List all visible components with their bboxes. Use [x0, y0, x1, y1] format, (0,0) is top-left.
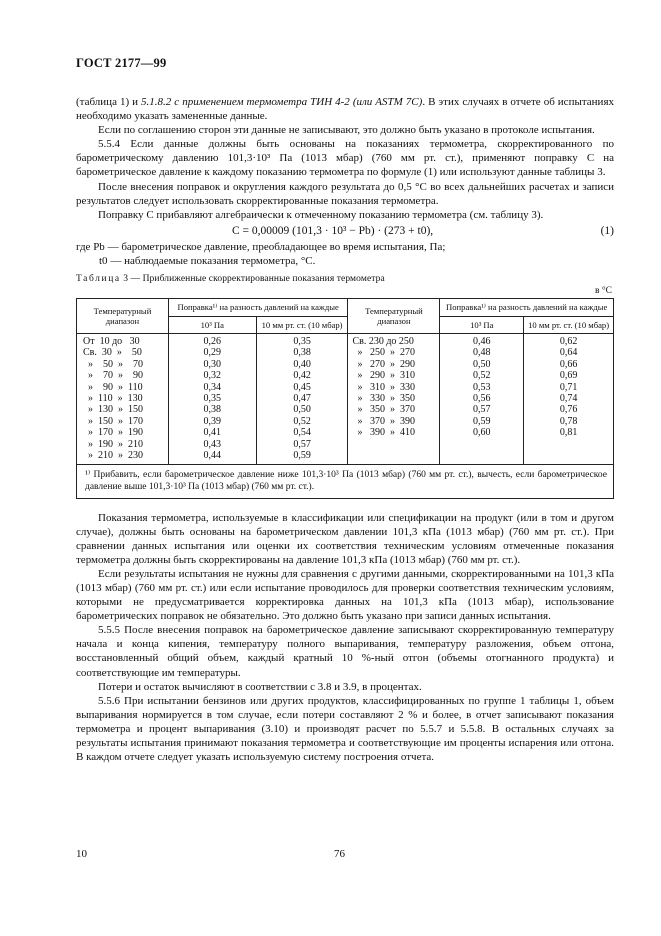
legend-label: где Pb [76, 240, 105, 253]
value-cell: 0,41 [203, 427, 222, 439]
value-cell: 0,35 [203, 393, 222, 405]
italic-reference: 5.1.8.2 с применением термометра ТИН 4-2 (или ASTM 7С) [141, 96, 423, 108]
range-cell: » 330 » 350 [352, 393, 415, 405]
formula-number: (1) [600, 224, 614, 237]
header-mm-right: 10 мм рт. ст. (10 мбар) [524, 316, 614, 334]
range-cell: » 370 » 390 [352, 415, 415, 427]
table-row [77, 334, 614, 464]
range-cell: » 250 » 270 [352, 347, 415, 359]
paragraph-2: Если по соглашению сторон эти данные не записывают, это должно быть указано в протоколе испытания. [98, 124, 595, 137]
value-cell: 0,57 [473, 404, 491, 416]
formula-expression: C = 0,00009 (101,3 · 10³ − Pb) · (273 + t0), [232, 224, 434, 237]
header-correction-right: Поправка¹⁾ на разность давлений на каждые [440, 299, 614, 317]
value-cell: 0,56 [473, 393, 491, 405]
value-cell: 0,52 [473, 370, 491, 382]
header-pa-left: 10³ Па [168, 316, 256, 334]
legend-row [76, 254, 614, 268]
range-cell: » 210 » 230 [83, 450, 143, 462]
value-cell: 0,46 [473, 336, 491, 348]
table-footnote: ¹⁾ Прибавить, если барометрическое давление ниже 101,3·10³ Па (1013 мбар) (760 мм рт. ст.), вычесть, если барометрическое давление выше 101,3·10³ Па (1013 мбар) (760 мм рт. ст.). [77, 464, 614, 498]
value-cell: 0,57 [293, 438, 311, 450]
value-cell: 0,48 [473, 347, 491, 359]
range-cell: » 170 » 190 [83, 427, 143, 439]
top-text [76, 95, 614, 222]
value-cell: 0,34 [203, 381, 222, 393]
range-cell: » 350 » 370 [352, 404, 415, 416]
value-cell: 0,69 [559, 370, 578, 382]
table-unit: в °С [595, 286, 612, 297]
value-cell: 0,43 [203, 438, 222, 450]
page-number-center: 76 [334, 848, 345, 860]
value-cell: 0,26 [203, 336, 222, 348]
pa-column-right [440, 336, 523, 439]
range-cell: От 10 до 30 [83, 336, 140, 348]
range-cell: » 310 » 330 [352, 381, 415, 393]
value-cell: 0,45 [293, 381, 311, 393]
header-range-left: Температурный диапазон [77, 299, 169, 334]
range-column-right [352, 336, 439, 439]
value-cell: 0,50 [293, 404, 311, 416]
formula-legend [76, 240, 614, 268]
paragraph-3: 5.5.4 Если данные должны быть основаны на показаниях термометра, скорректированного по барометрическому давлению 101,3·10³ Па (1013 мбар) (760 мм рт. ст.), применяют поправку С на барометрическое давление к каждому показанию термометра по формуле (1) или используют данные таблицы 3. [76, 138, 614, 179]
value-cell: 0,47 [293, 393, 311, 405]
paragraph-6: Показания термометра, используемые в классификации или спецификации на продукт (или в том и другом случае), должны быть основаны на барометрическом давлении 101,3 кПа (1013 мбар) (760 мм рт. ст.). При сравнении данных испытания или оценки их соответствия техническим условиям отмеченные показания термометра должны быть скорректированы на давление 101,3 кПа (1013 мбар) (760 мм рт. ст.). [76, 511, 614, 566]
header-mm-left: 10 мм рт. ст. (10 мбар) [256, 316, 348, 334]
value-cell: 0,53 [473, 381, 491, 393]
value-cell: 0,39 [203, 415, 222, 427]
value-cell: 0,38 [293, 347, 311, 359]
bottom-text [76, 511, 614, 765]
range-cell: » 130 » 150 [83, 404, 143, 416]
value-cell: 0,71 [559, 381, 578, 393]
value-cell: 0,54 [293, 427, 311, 439]
value-cell: 0,52 [293, 415, 311, 427]
value-cell: 0,62 [559, 336, 578, 348]
formula-1 [76, 225, 614, 237]
value-cell: 0,42 [293, 370, 311, 382]
paragraph-4: После внесения поправок и округления каждого результата до 0,5 °С во всех дальнейших расчетах и записи результатов следует использовать скорректированные показания термометра. [76, 180, 614, 207]
mm-column-left [257, 336, 348, 461]
value-cell: 0,50 [473, 358, 491, 370]
range-cell: » 150 » 170 [83, 415, 143, 427]
paragraph-10: 5.5.6 При испытании бензинов или других продуктов, классифицированных по группе 1 таблицы 1, объем выпаривания нормируется в том случае, если потери составляют 2 % и более, в отчет записывают показания термометра и процент выпаривания (3.10) и производят расчет по 5.5.7 и 5.5.8. В остальных случаях за результаты испытания принимают показания термометра и соответствующие им проценты испарения или отгона. В каждом отчете следует указать используемую систему построения отчета. [76, 694, 614, 764]
value-cell: 0,59 [293, 450, 311, 462]
value-cell: 0,81 [559, 427, 578, 439]
paragraph-8: 5.5.5 После внесения поправок на барометрическое давление записывают скорректированную температуру начала и конца кипения, температуру полного выпаривания, температуру разложения, объем отгона, восстановленный общий объем, каждый кратный 10 %-ный отгон (объемы отогнанного продукта) и соответствующие им температуры. [76, 624, 614, 679]
range-cell: » 110 » 130 [83, 393, 143, 405]
value-cell: 0,66 [559, 358, 578, 370]
value-cell: 0,78 [559, 415, 578, 427]
range-cell: » 70 » 90 [83, 370, 143, 382]
value-cell: 0,30 [203, 358, 222, 370]
value-cell: 0,64 [559, 347, 578, 359]
range-cell: » 190 » 210 [83, 438, 143, 450]
value-cell: 0,59 [473, 415, 491, 427]
paragraph-9: Потери и остаток вычисляют в соответствии с 3.8 и 3.9, в процентах. [98, 680, 422, 693]
range-cell: » 290 » 310 [352, 370, 415, 382]
value-cell: 0,32 [203, 370, 222, 382]
legend-text: — барометрическое давление, преобладающее во время испытания, Па; [107, 240, 446, 253]
value-cell: 0,29 [203, 347, 222, 359]
table-caption: Таблица 3 — Приближенные скорректированные показания термометра [76, 274, 385, 285]
header-pa-right: 10³ Па [440, 316, 524, 334]
range-cell: » 90 » 110 [83, 381, 143, 393]
value-cell: 0,35 [293, 336, 311, 348]
header-range-right: Температурный диапазон [348, 299, 440, 334]
document-header: ГОСТ 2177—99 [76, 56, 167, 70]
document-page [76, 56, 614, 764]
range-cell: Св. 30 » 50 [83, 347, 142, 359]
range-cell: » 270 » 290 [352, 358, 415, 370]
page-number-left: 10 [76, 848, 87, 860]
range-column-left [83, 336, 168, 461]
value-cell: 0,74 [559, 393, 578, 405]
header-correction-left: Поправка¹⁾ на разность давлений на каждые [168, 299, 348, 317]
mm-column-right [524, 336, 613, 439]
paragraph-7: Если результаты испытания не нужны для сравнения с другими данными, скорректированными на 101,3 кПа (1013 мбар) (760 мм рт. ст.) или если испытание проводилось для проверки соответствия техническим условиям, которыми не предусматривается корректировка данных на 101,3 кПа (1013 мбар), использование барометрических поправок не обязательно. Это должно быть указано при записи данных испытания. [76, 567, 614, 623]
value-cell: 0,38 [203, 404, 222, 416]
legend-row [76, 240, 614, 254]
value-cell: 0,60 [473, 427, 491, 439]
legend-text: — наблюдаемые показания термометра, °С. [110, 254, 316, 267]
value-cell: 0,44 [203, 450, 222, 462]
value-cell: 0,40 [293, 358, 311, 370]
correction-table [76, 298, 614, 498]
range-cell: » 390 » 410 [352, 427, 415, 439]
range-cell: Св. 230 до 250 [352, 336, 414, 348]
range-cell: » 50 » 70 [83, 358, 143, 370]
paragraph-1: (таблица 1) и 5.1.8.2 с применением термометра ТИН 4-2 (или ASTM 7С). В этих случаях в отчете об испытаниях необходимо указать замененные данные. [76, 96, 614, 123]
pa-column-left [169, 336, 256, 461]
value-cell: 0,76 [559, 404, 578, 416]
legend-label: t0 [99, 254, 108, 267]
paragraph-5: Поправку С прибавляют алгебраически к отмеченному показанию термометра (см. таблицу 3). [98, 208, 544, 221]
